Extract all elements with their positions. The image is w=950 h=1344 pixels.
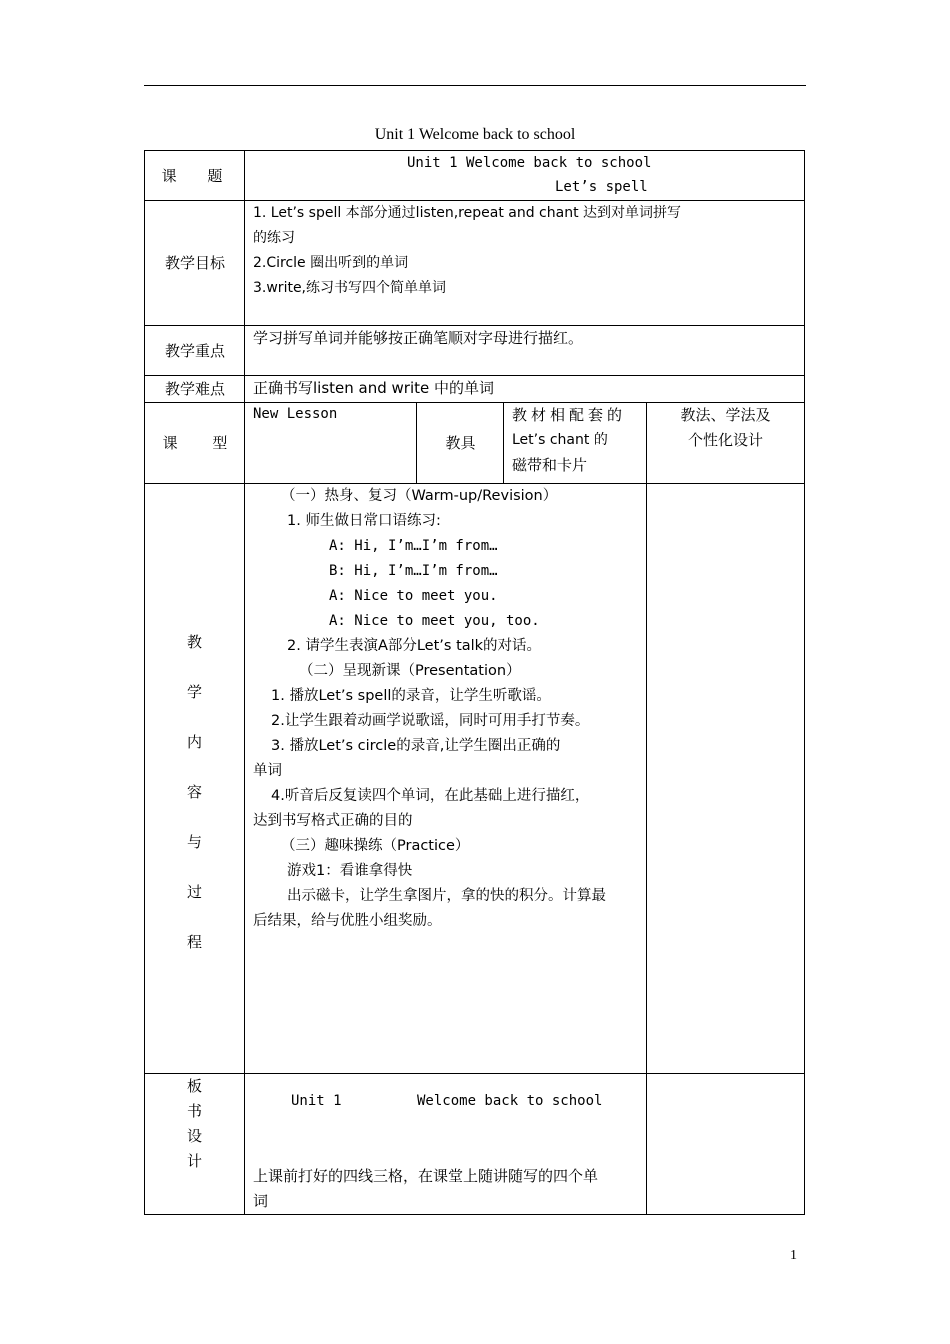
tools-label-cell <box>416 402 504 484</box>
objective-line: 的练习 <box>253 230 295 246</box>
key-points-label: 教学重点 <box>164 341 225 360</box>
objective-line: 2.Circle 圈出听到的单词 <box>253 255 409 271</box>
tools-label: 教具 <box>445 434 476 452</box>
key-points-value-cell <box>244 325 805 376</box>
content-line: A: Nice to meet you, too. <box>329 613 540 629</box>
objectives-label-cell <box>144 200 245 326</box>
methods-line: 教法、学法及 <box>680 406 771 424</box>
page-number: 1 <box>790 1248 797 1263</box>
difficulties-label: 教学难点 <box>164 380 225 398</box>
objectives-value-cell <box>244 200 805 326</box>
difficulties-label-cell <box>144 375 245 403</box>
board-notes-cell <box>646 1073 805 1215</box>
board-label-cell <box>144 1073 245 1215</box>
content-line: 2. 请学生表演A部分Let’s talk的对话。 <box>287 638 542 654</box>
difficulties-value-cell <box>244 375 805 403</box>
content-label-cell <box>144 483 245 1074</box>
content-label-char: 过 <box>186 883 202 901</box>
lesson-type-value: New Lesson <box>253 406 338 422</box>
methods-line: 个性化设计 <box>687 431 763 449</box>
content-label-char: 容 <box>186 783 202 801</box>
lesson-type-value-cell <box>244 402 417 484</box>
content-value-cell <box>244 483 647 1074</box>
topic-line-1: Unit 1 Welcome back to school <box>407 155 652 171</box>
page-title: Unit 1 Welcome back to school <box>374 126 576 143</box>
lesson-type-label-cell <box>144 402 245 484</box>
content-line: 1. 播放Let’s spell的录音，让学生听歌谣。 <box>271 688 551 704</box>
content-line: 单词 <box>253 763 282 779</box>
topic-label: 课 题 <box>161 167 229 185</box>
content-line: 4.听音后反复读四个单词，在此基础上进行描红， <box>271 788 590 804</box>
content-line: B: Hi, I’m…I’m from… <box>329 563 498 579</box>
tools-value-cell <box>503 402 647 484</box>
objective-line: 3.write,练习书写四个简单单词 <box>253 280 447 296</box>
content-line: 3. 播放Let’s circle的录音,让学生圈出正确的 <box>271 738 561 754</box>
topic-label-cell <box>144 150 245 201</box>
tools-line: 教材相配套的 <box>512 406 627 424</box>
lesson-type-label: 课 型 <box>162 434 228 452</box>
content-line: 1. 师生做日常口语练习: <box>287 513 441 529</box>
content-line: 达到书写格式正确的目的 <box>253 813 413 829</box>
board-heading-title: Welcome back to school <box>417 1093 603 1109</box>
tools-line: Let’s chant 的 <box>512 432 608 448</box>
board-line: 词 <box>253 1192 269 1210</box>
key-points-label-cell <box>144 325 245 376</box>
content-line: （三）趣味操练（Practice） <box>281 838 470 854</box>
key-points-text: 学习拼写单词并能够按正确笔顺对字母进行描红。 <box>253 329 584 347</box>
board-label-char: 计 <box>186 1152 202 1170</box>
board-label-char: 板 <box>186 1077 202 1095</box>
methods-cell <box>646 402 805 484</box>
header-rule <box>144 85 806 86</box>
content-label-char: 学 <box>186 683 202 701</box>
objective-line: 1. Let’s spell 本部分通过listen,repeat and chant 达到对单词拼写 <box>253 205 682 221</box>
difficulties-text: 正确书写listen and write 中的单词 <box>253 379 495 397</box>
board-label-char: 书 <box>186 1102 202 1120</box>
tools-line: 磁带和卡片 <box>512 456 588 474</box>
content-line: 后结果，给与优胜小组奖励。 <box>253 913 442 929</box>
board-label-char: 设 <box>186 1127 202 1145</box>
topic-value-cell <box>244 150 805 201</box>
content-label-char: 与 <box>186 833 202 851</box>
content-line: （二）呈现新课（Presentation） <box>299 663 521 679</box>
content-line: A: Hi, I’m…I’m from… <box>329 538 498 554</box>
content-label-char: 教 <box>186 633 202 651</box>
topic-line-2: Let’s spell <box>555 179 648 195</box>
content-label-char: 内 <box>186 733 202 751</box>
content-line: 2.让学生跟着动画学说歌谣，同时可用手打节奏。 <box>271 713 590 729</box>
content-line: 出示磁卡，让学生拿图片，拿的快的积分。计算最 <box>287 888 606 904</box>
content-line: 游戏1：看谁拿得快 <box>287 863 413 879</box>
objectives-label: 教学目标 <box>164 254 225 272</box>
content-line: A: Nice to meet you. <box>329 588 498 604</box>
board-line: 上课前打好的四线三格，在课堂上随讲随写的四个单 <box>253 1167 599 1185</box>
board-value-cell <box>244 1073 647 1215</box>
content-line: （一）热身、复习（Warm-up/Revision） <box>281 488 558 504</box>
content-notes-cell <box>646 483 805 1074</box>
board-heading-unit: Unit 1 <box>291 1093 342 1109</box>
content-label-char: 程 <box>186 933 202 951</box>
